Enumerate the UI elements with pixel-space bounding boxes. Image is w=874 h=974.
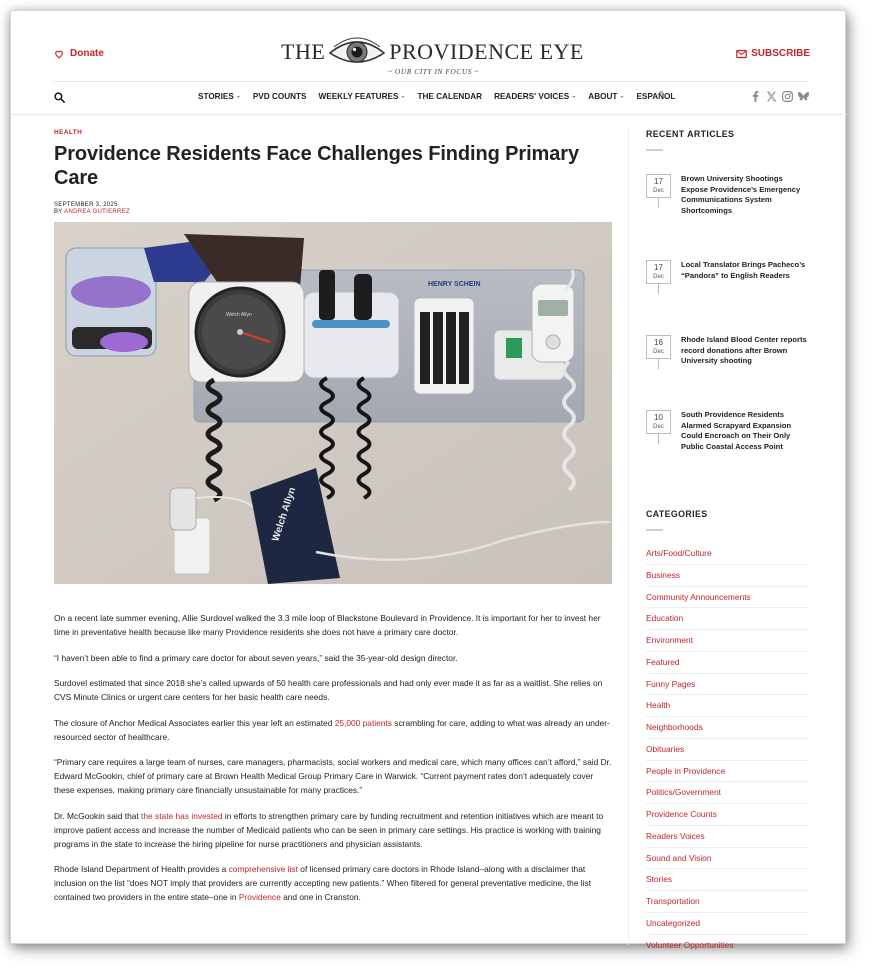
- chevron-down-icon: ⌄: [235, 93, 241, 100]
- sidebar: [646, 129, 808, 950]
- categories-widget: [646, 509, 808, 956]
- logo-text-left: THE: [281, 39, 326, 64]
- nav-item-label: READERS' VOICES: [494, 92, 570, 101]
- category-link[interactable]: Obituaries: [646, 739, 808, 761]
- date-month: Dec: [653, 274, 664, 280]
- article-paragraph: “Primary care requires a large team of nurses, care managers, pharmacists, social workers and medical care, which many offices can’t afford,” said Dr. Edward McGookin, chief of primary care at Brown Health Medical Group Primary Care in Warwick. “Current payment rates don’t adequately cover these expenses, making primary care financially unsustainable for many practices.”: [54, 757, 612, 795]
- comprehensive-list-link[interactable]: comprehensive list: [228, 864, 298, 874]
- facebook-icon[interactable]: [749, 90, 762, 103]
- chevron-down-icon: ⌄: [571, 93, 577, 100]
- article-category-link[interactable]: HEALTH: [54, 129, 83, 136]
- categories-list: [646, 543, 808, 956]
- article-byline: [54, 209, 612, 215]
- recent-articles-heading: RECENT ARTICLES: [646, 129, 735, 139]
- date-month: Dec: [653, 424, 664, 430]
- recent-article-item[interactable]: [646, 335, 808, 367]
- nav-item-label: WEEKLY FEATURES: [318, 92, 399, 101]
- logo-tagline: ~ OUR CITY IN FOCUS ~: [388, 67, 479, 76]
- site-header: [11, 11, 847, 81]
- envelope-icon: [736, 49, 747, 59]
- date-day: 16: [654, 338, 663, 347]
- paragraph-text: and one in Cranston.: [280, 892, 361, 902]
- category-link[interactable]: Health: [646, 695, 808, 717]
- recent-article-title[interactable]: Brown University Shootings Expose Providence’s Emergency Communications System Shortcomings: [681, 174, 801, 215]
- heading-rule: [646, 149, 663, 151]
- category-link[interactable]: Featured: [646, 652, 808, 674]
- heart-icon: [54, 49, 64, 59]
- category-link[interactable]: Education: [646, 608, 808, 630]
- instagram-icon[interactable]: [781, 90, 794, 103]
- category-link[interactable]: Sound and Vision: [646, 848, 808, 870]
- paragraph-text: in efforts to strengthen primary care by funding recruitment and retention initiatives which are meant to improve patient access and increase the number of Medicaid patients who can be seen in primary care settings. His practice is working with training programs in the state to increase the hiring pipeline for nurse practitioners and physician assistants.: [54, 810, 604, 849]
- recent-article-date: [646, 410, 671, 434]
- photo-cuff-label: Welch Allyn: [270, 486, 299, 543]
- paragraph-text: Rhode Island Department of Health provides a: [54, 864, 229, 874]
- category-link[interactable]: Business: [646, 565, 808, 587]
- categories-heading: CATEGORIES: [646, 509, 708, 519]
- social-links: [749, 90, 810, 103]
- chevron-down-icon: ⌄: [400, 93, 406, 100]
- paragraph-text: of licensed primary care doctors in Rhode Island–along with a disclaimer that inclusion on the list “does NOT imply that providers are currently accepting new patients.” When filtered for general preventative medicine, the list contained two providers in the entire state–one in: [54, 864, 592, 902]
- date-stub: [658, 284, 659, 294]
- chevron-down-icon: ⌄: [619, 93, 625, 100]
- donate-link[interactable]: [54, 48, 104, 59]
- date-month: Dec: [653, 349, 664, 355]
- recent-article-title[interactable]: Local Translator Brings Pacheco’s “Pandora” to English Readers: [681, 260, 806, 280]
- byline-prefix: BY: [54, 209, 63, 215]
- article-featured-image: [54, 222, 612, 584]
- recent-article-date: [646, 335, 671, 359]
- date-day: 10: [654, 413, 663, 422]
- nav-item-pvd-counts[interactable]: [253, 92, 307, 101]
- category-link[interactable]: Community Announcements: [646, 587, 808, 609]
- article-paragraph: [54, 716, 612, 744]
- date-day: 17: [654, 177, 663, 186]
- author-link[interactable]: ANDREA GUTIERREZ: [64, 209, 130, 215]
- heading-rule: [646, 529, 663, 531]
- article-paragraph: On a recent late summer evening, Allie Surdovel walked the 3.3 mile loop of Blackstone Boulevard in Providence. It is important for her to invest her time in preventative health because like many Providence residents she does not have a primary care doctor.: [54, 613, 601, 637]
- date-stub: [658, 359, 659, 369]
- nav-item-weekly-features[interactable]: [319, 92, 406, 101]
- recent-article-title[interactable]: Rhode Island Blood Center reports record donations after Brown University shooting: [681, 335, 807, 365]
- category-link[interactable]: Arts/Food/Culture: [646, 543, 808, 565]
- nav-item-label: THE CALENDAR: [417, 92, 483, 101]
- article-paragraph: [54, 809, 612, 851]
- recent-article-title[interactable]: South Providence Residents Alarmed Scrapyard Expansion Could Encroach on Their Only Public Coastal Access Point: [681, 410, 792, 451]
- donate-label: Donate: [70, 48, 104, 59]
- article-body: [54, 611, 612, 916]
- category-link[interactable]: Uncategorized: [646, 913, 808, 935]
- nav-item-stories[interactable]: [198, 92, 241, 101]
- exam-room-wall-photo: [54, 222, 612, 584]
- article-title: Providence Residents Face Challenges Finding Primary Care: [54, 143, 579, 189]
- browser-page: [10, 10, 846, 950]
- subscribe-label: SUBSCRIBE: [751, 48, 810, 59]
- providence-link[interactable]: Providence: [238, 892, 281, 902]
- article-paragraph: [54, 862, 612, 904]
- nav-menu: [198, 92, 675, 101]
- category-link[interactable]: Politics/Government: [646, 782, 808, 804]
- category-link[interactable]: Funny Pages: [646, 674, 808, 696]
- patients-link[interactable]: 25,000 patients: [334, 717, 392, 728]
- eye-logo-icon: [328, 35, 386, 69]
- paragraph-text: The closure of Anchor Medical Associates earlier this year left an estimated: [54, 717, 335, 728]
- nav-item-espanol[interactable]: [636, 92, 675, 101]
- date-stub: [658, 434, 659, 444]
- category-link[interactable]: Readers Voices: [646, 826, 808, 848]
- paragraph-text: scrambling for care, adding to what was already an under-resourced sector of healthcare.: [54, 717, 610, 742]
- recent-article-date: [646, 260, 671, 284]
- nav-divider: [11, 114, 847, 115]
- recent-article-item[interactable]: [646, 410, 808, 452]
- category-link[interactable]: Providence Counts: [646, 804, 808, 826]
- category-link[interactable]: Environment: [646, 630, 808, 652]
- x-icon[interactable]: [765, 90, 778, 103]
- search-icon[interactable]: [54, 92, 65, 103]
- category-link[interactable]: Stories: [646, 869, 808, 891]
- category-link[interactable]: Volunteer Opportunities: [646, 939, 734, 950]
- state-invested-link[interactable]: the state has invested: [141, 810, 223, 821]
- article: [54, 129, 612, 902]
- nav-item-label: PVD COUNTS: [252, 92, 307, 101]
- nav-item-label: STORIES: [198, 92, 234, 101]
- date-day: 17: [654, 263, 663, 272]
- date-month: Dec: [653, 188, 664, 194]
- article-date: SEPTEMBER 3, 2025: [54, 202, 118, 208]
- category-link[interactable]: Neighborhoods: [646, 717, 808, 739]
- article-paragraph: “I haven’t been able to find a primary care doctor for about seven years,” said the 35-year-old design director.: [54, 652, 458, 663]
- article-paragraph: Surdovel estimated that since 2018 she’s called upwards of 50 health care professionals and had only ever made it as far as a waitlist. She relies on CVS Minute Clinics or urgent care centers for her basic health care needs.: [54, 678, 603, 702]
- recent-article-item[interactable]: [646, 174, 808, 216]
- photo-brand-label: HENRY SCHEIN: [428, 281, 481, 288]
- nav-item-label: ABOUT: [588, 92, 618, 101]
- nav-item-label: ESPAÑOL: [636, 92, 676, 101]
- paragraph-text: Dr. McGookin said that: [54, 810, 142, 821]
- category-link[interactable]: Transportation: [646, 891, 808, 913]
- nav-item-about[interactable]: [588, 92, 624, 101]
- category-link[interactable]: People in Providence: [646, 761, 808, 783]
- site-logo[interactable]: [281, 35, 586, 81]
- recent-article-item[interactable]: [646, 260, 808, 284]
- recent-article-date: [646, 174, 671, 198]
- sidebar-divider: [628, 130, 629, 945]
- nav-item-calendar[interactable]: [417, 92, 482, 101]
- date-stub: [658, 198, 659, 208]
- logo-text-right: PROVIDENCE EYE: [389, 39, 584, 64]
- main-navigation: [11, 82, 847, 114]
- nav-item-readers-voices[interactable]: [494, 92, 576, 101]
- photo-gauge-label: Welch Allyn: [226, 312, 252, 318]
- subscribe-link[interactable]: [736, 48, 810, 59]
- bluesky-icon[interactable]: [797, 90, 810, 103]
